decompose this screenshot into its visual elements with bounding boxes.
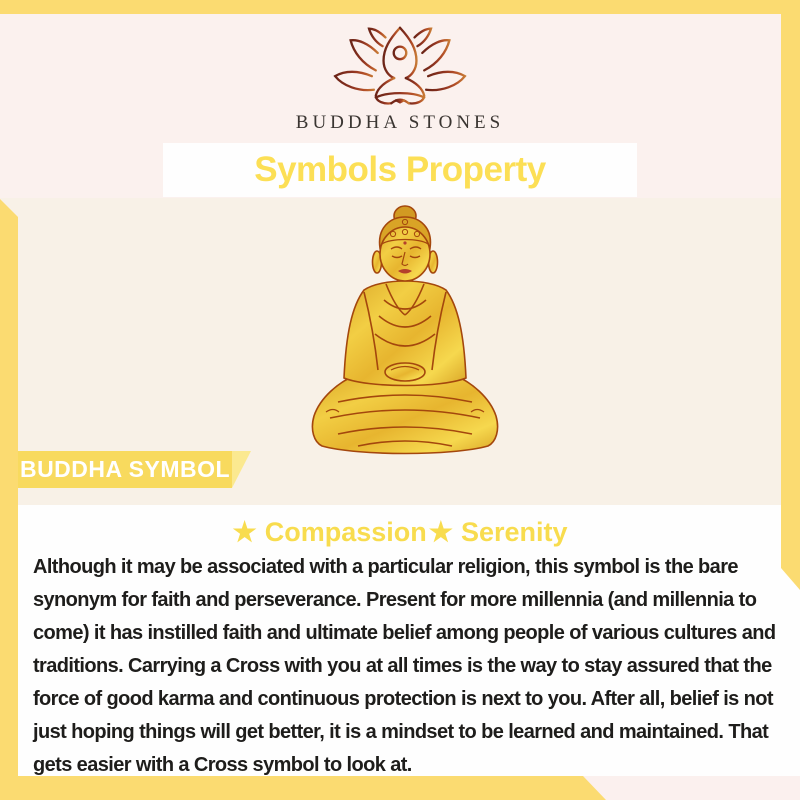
title-banner [163,143,637,197]
lotus-meditation-logo-icon [325,20,475,112]
trait-compassion [232,517,426,548]
brand-name: BUDDHA STONES [295,112,505,133]
trait-label: Serenity [460,517,568,547]
trait-serenity [429,517,568,548]
section-ribbon [18,451,232,488]
accent-strip-top [0,0,800,14]
star-icon: ★ [428,517,453,547]
section-label: BUDDHA SYMBOL [19,456,231,482]
page-title: Symbols Property [254,150,546,189]
buddha-statue-image [298,202,512,460]
trait-label: Compassion [264,517,427,547]
accent-strip-left [0,199,18,776]
star-icon: ★ [232,517,257,547]
traits-heading [0,517,800,548]
symbol-description: Although it may be associated with a particular religion, this symbol is the bare synonym for faith and perseverance. Present for more millennia (and millennia to come) it has instilled faith and ultimate belief among people of various cultures and traditions. Carrying a Cross with you at all times is the way to stay assured that the force of good karma and continuous protection is next to you. After all, belief is not just hoping things will get better, it is a mindset to be learned and maintained. That gets easier with a Cross symbol to look at. [33,556,776,776]
accent-strip-right [781,0,800,590]
